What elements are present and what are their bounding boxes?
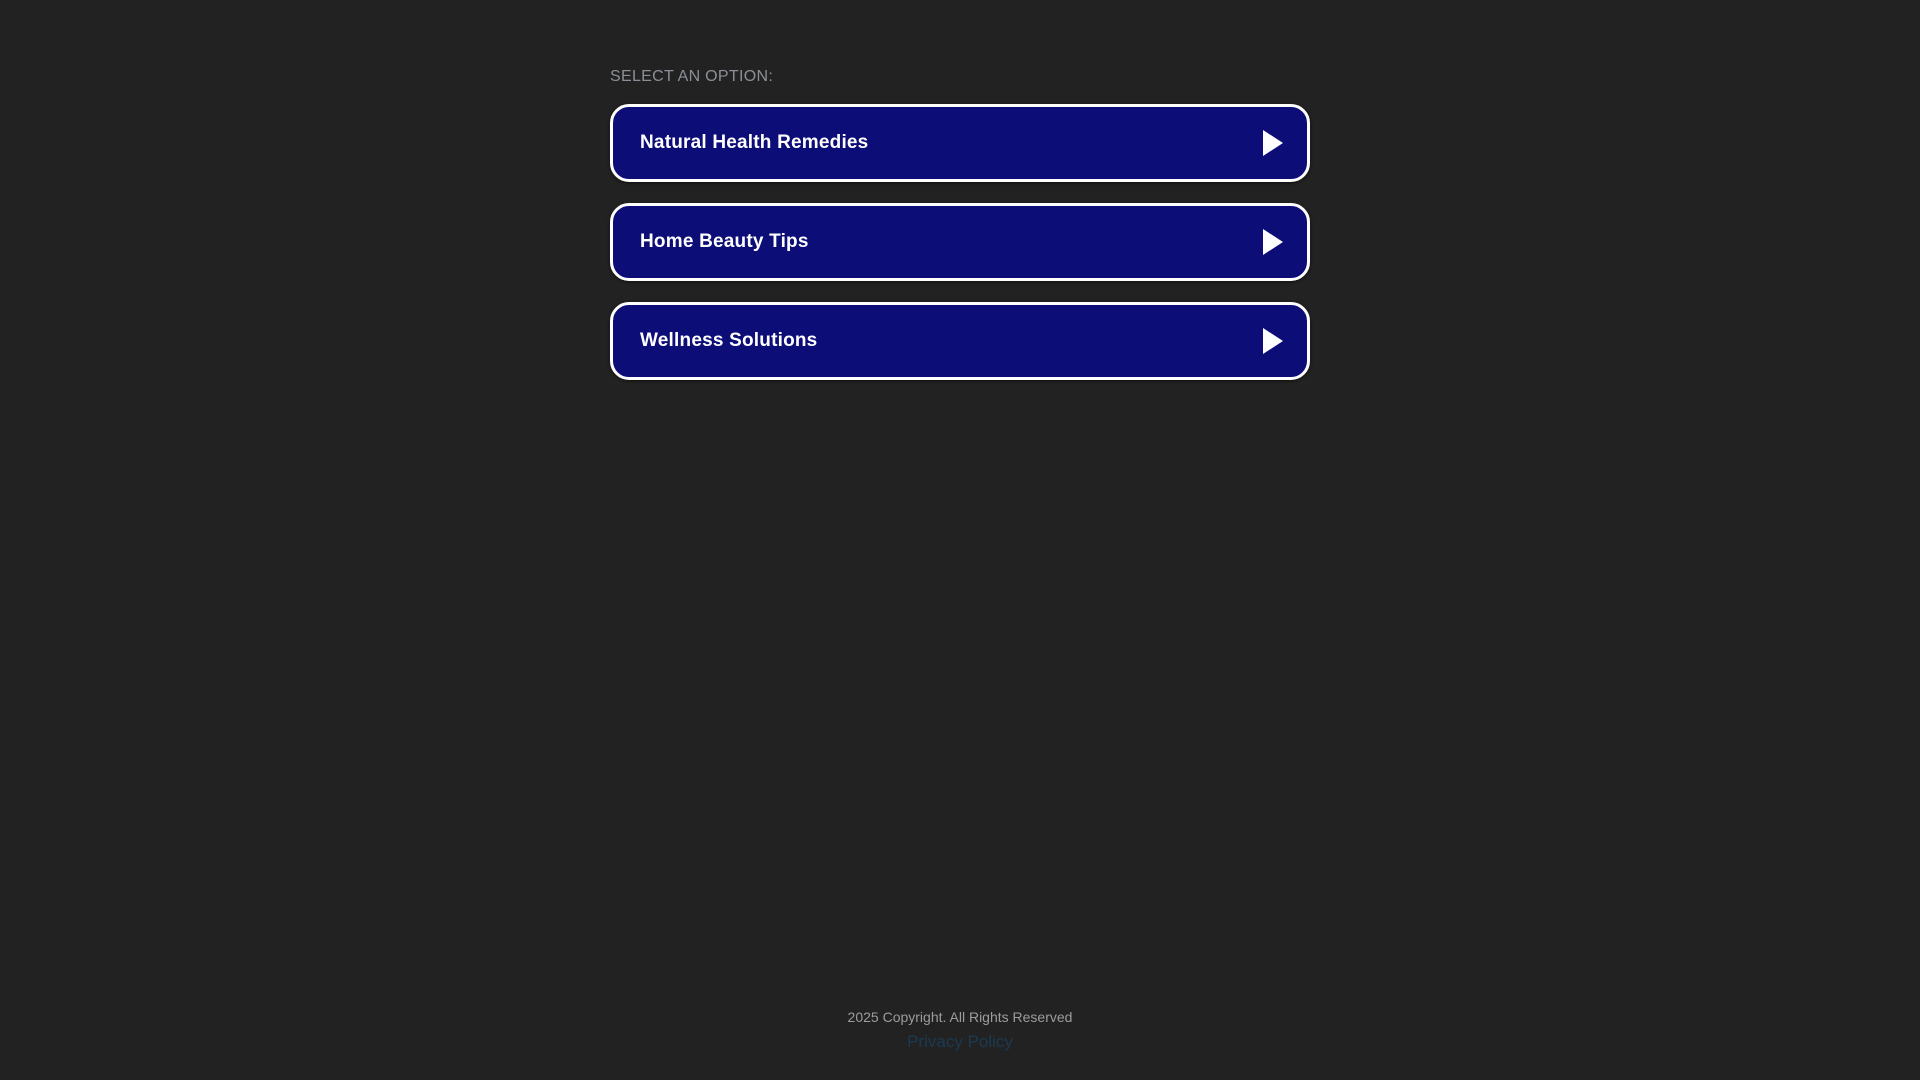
footer: [0, 1009, 1920, 1052]
option-label: Wellness Solutions: [640, 330, 818, 351]
options-panel: [610, 0, 1310, 380]
option-label: Home Beauty Tips: [640, 231, 809, 252]
play-icon: [1263, 130, 1283, 156]
option-button-wellness-solutions[interactable]: [610, 302, 1310, 380]
option-button-home-beauty-tips[interactable]: [610, 203, 1310, 281]
option-label: Natural Health Remedies: [640, 132, 869, 153]
privacy-policy-link[interactable]: Privacy Policy: [907, 1032, 1013, 1051]
prompt-label: SELECT AN OPTION:: [610, 68, 774, 85]
option-button-natural-health-remedies[interactable]: [610, 104, 1310, 182]
copyright-text: 2025 Copyright. All Rights Reserved: [847, 1009, 1073, 1025]
play-icon: [1263, 328, 1283, 354]
play-icon: [1263, 229, 1283, 255]
